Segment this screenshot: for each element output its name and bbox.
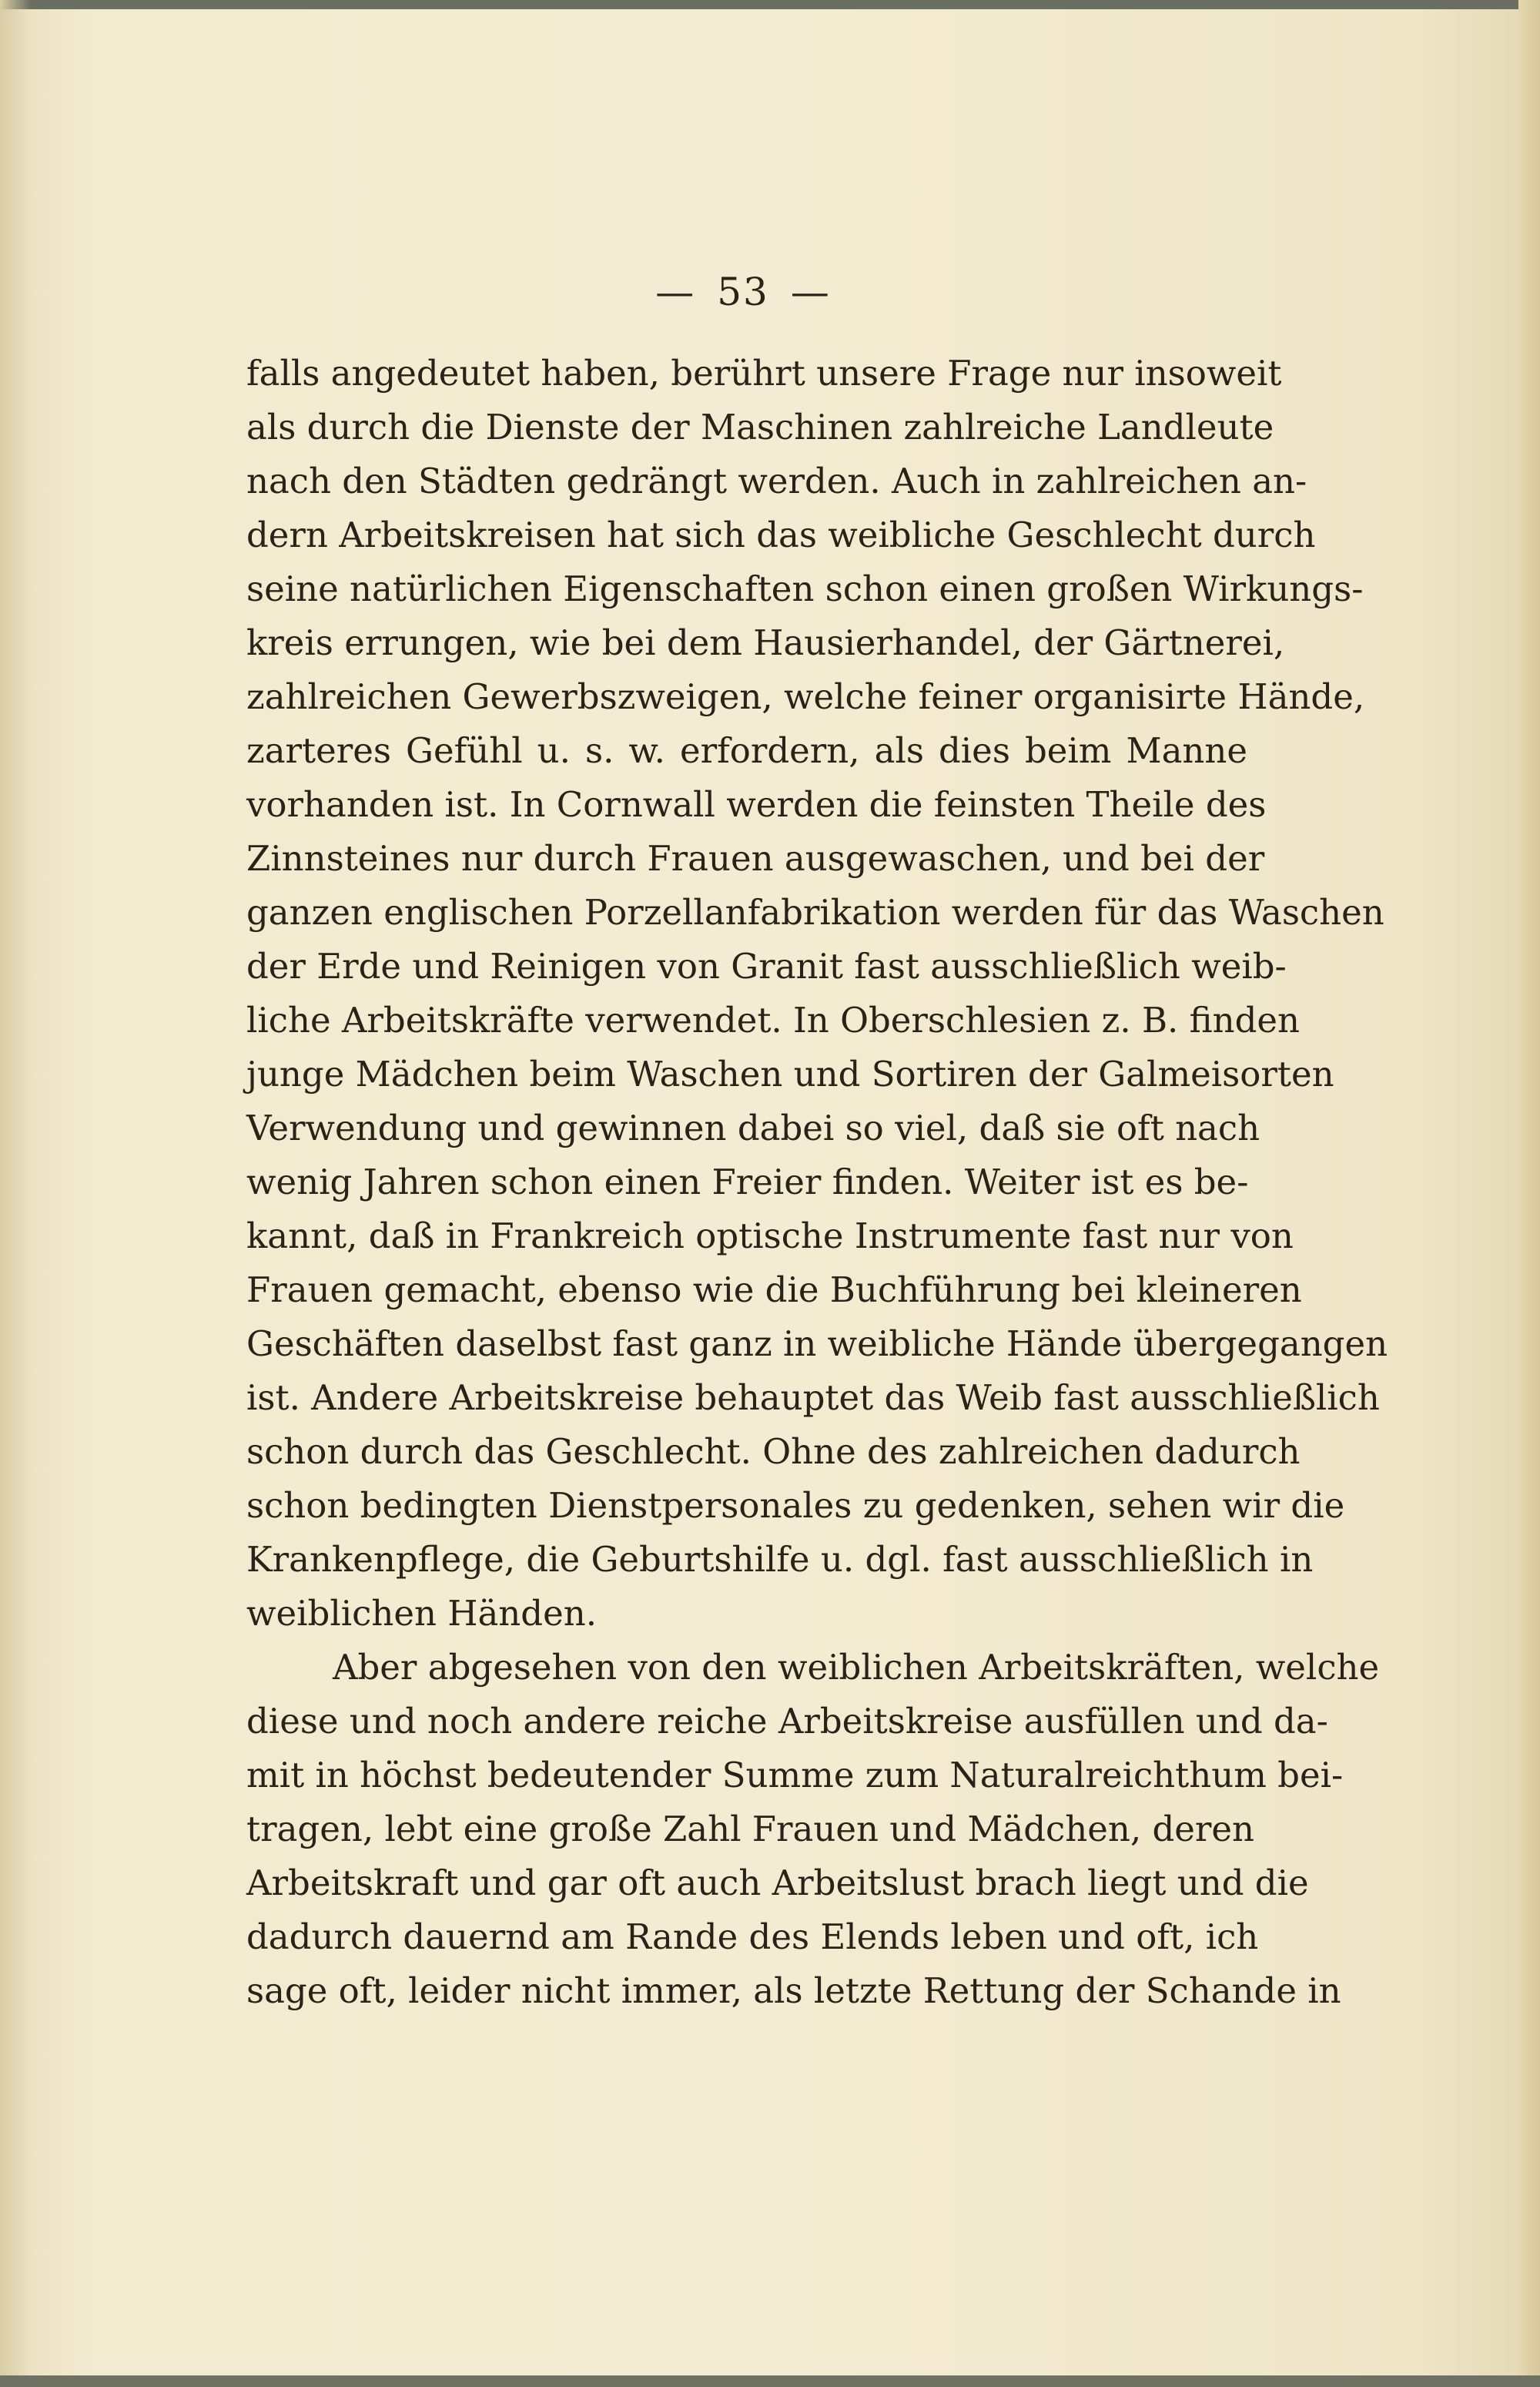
text-line: junge Mädchen beim Waschen und Sortiren der Galmeisorten bbox=[246, 1054, 1334, 1095]
text-line: vorhanden ist. In Cornwall werden die feinsten Theile des bbox=[246, 784, 1267, 825]
page-number-dash-right: — bbox=[790, 270, 831, 314]
text-line: zahlreichen Gewerbszweigen, welche feiner organisirte Hände, bbox=[246, 676, 1365, 717]
right-page-edge bbox=[1518, 0, 1540, 2387]
page-number-dash-left: — bbox=[655, 270, 696, 314]
text-line: dern Arbeitskreisen hat sich das weibliche Geschlecht durch bbox=[246, 515, 1316, 555]
text-line: schon bedingten Dienstpersonales zu gedenken, sehen wir die bbox=[246, 1485, 1345, 1526]
top-binding-edge bbox=[0, 0, 1540, 9]
bottom-binding-edge bbox=[0, 2375, 1540, 2387]
text-line: Krankenpflege, die Geburtshilfe u. dgl. fast ausschließlich in bbox=[246, 1539, 1314, 1580]
body-text bbox=[246, 347, 1388, 2018]
text-line: kreis errungen, wie bei dem Hausierhandel, der Gärtnerei, bbox=[246, 622, 1285, 663]
text-line: seine natürlichen Eigenschaften schon einen großen Wirkungs- bbox=[246, 568, 1364, 609]
text-line: Verwendung und gewinnen dabei so viel, daß sie oft nach bbox=[246, 1108, 1260, 1148]
paragraph-start-line: Aber abgesehen von den weiblichen Arbeitskräften, welche bbox=[333, 1647, 1380, 1688]
text-line: Zinnsteines nur durch Frauen ausgewaschen, und bei der bbox=[246, 838, 1265, 879]
paragraph-end-line: weiblichen Händen. bbox=[246, 1593, 598, 1634]
text-line: dadurch dauernd am Rande des Elends leben und oft, ich bbox=[246, 1916, 1259, 1957]
text-line: als durch die Dienste der Maschinen zahlreiche Landleute bbox=[246, 407, 1274, 448]
text-line: der Erde und Reinigen von Granit fast ausschließlich weib- bbox=[246, 946, 1287, 987]
text-line: wenig Jahren schon einen Freier finden. Weiter ist es be- bbox=[246, 1162, 1249, 1202]
text-line: sage oft, leider nicht immer, als letzte Rettung der Schande in bbox=[246, 1970, 1341, 2011]
text-line: Geschäften daselbst fast ganz in weibliche Hände übergegangen bbox=[246, 1323, 1388, 1364]
left-gutter-shadow bbox=[0, 0, 31, 2387]
text-line: falls angedeutet haben, berührt unsere Frage nur insoweit bbox=[246, 353, 1282, 394]
text-line: tragen, lebt eine große Zahl Frauen und Mädchen, deren bbox=[246, 1809, 1254, 1849]
text-line: ist. Andere Arbeitskreise behauptet das Weib fast ausschließlich bbox=[246, 1377, 1380, 1418]
text-line: nach den Städten gedrängt werden. Auch in zahlreichen an- bbox=[246, 461, 1307, 501]
text-line: diese und noch andere reiche Arbeitskreise ausfüllen und da- bbox=[246, 1701, 1328, 1742]
text-line: liche Arbeitskräfte verwendet. In Oberschlesien z. B. finden bbox=[246, 1000, 1301, 1041]
text-line: ganzen englischen Porzellanfabrikation werden für das Waschen bbox=[246, 892, 1384, 933]
page-number bbox=[0, 270, 1486, 314]
text-line: zarteres Gefühl u. s. w. erfordern, als dies beim Manne bbox=[246, 730, 1247, 771]
text-line: schon durch das Geschlecht. Ohne des zahlreichen dadurch bbox=[246, 1431, 1301, 1472]
page-number-value: 53 bbox=[717, 270, 769, 314]
text-line: Frauen gemacht, ebenso wie die Buchführung bei kleineren bbox=[246, 1269, 1302, 1310]
text-line: Arbeitskraft und gar oft auch Arbeitslust brach liegt und die bbox=[246, 1862, 1309, 1903]
text-line: mit in höchst bedeutender Summe zum Naturalreichthum bei- bbox=[246, 1755, 1344, 1795]
text-line: kannt, daß in Frankreich optische Instrumente fast nur von bbox=[246, 1215, 1294, 1256]
